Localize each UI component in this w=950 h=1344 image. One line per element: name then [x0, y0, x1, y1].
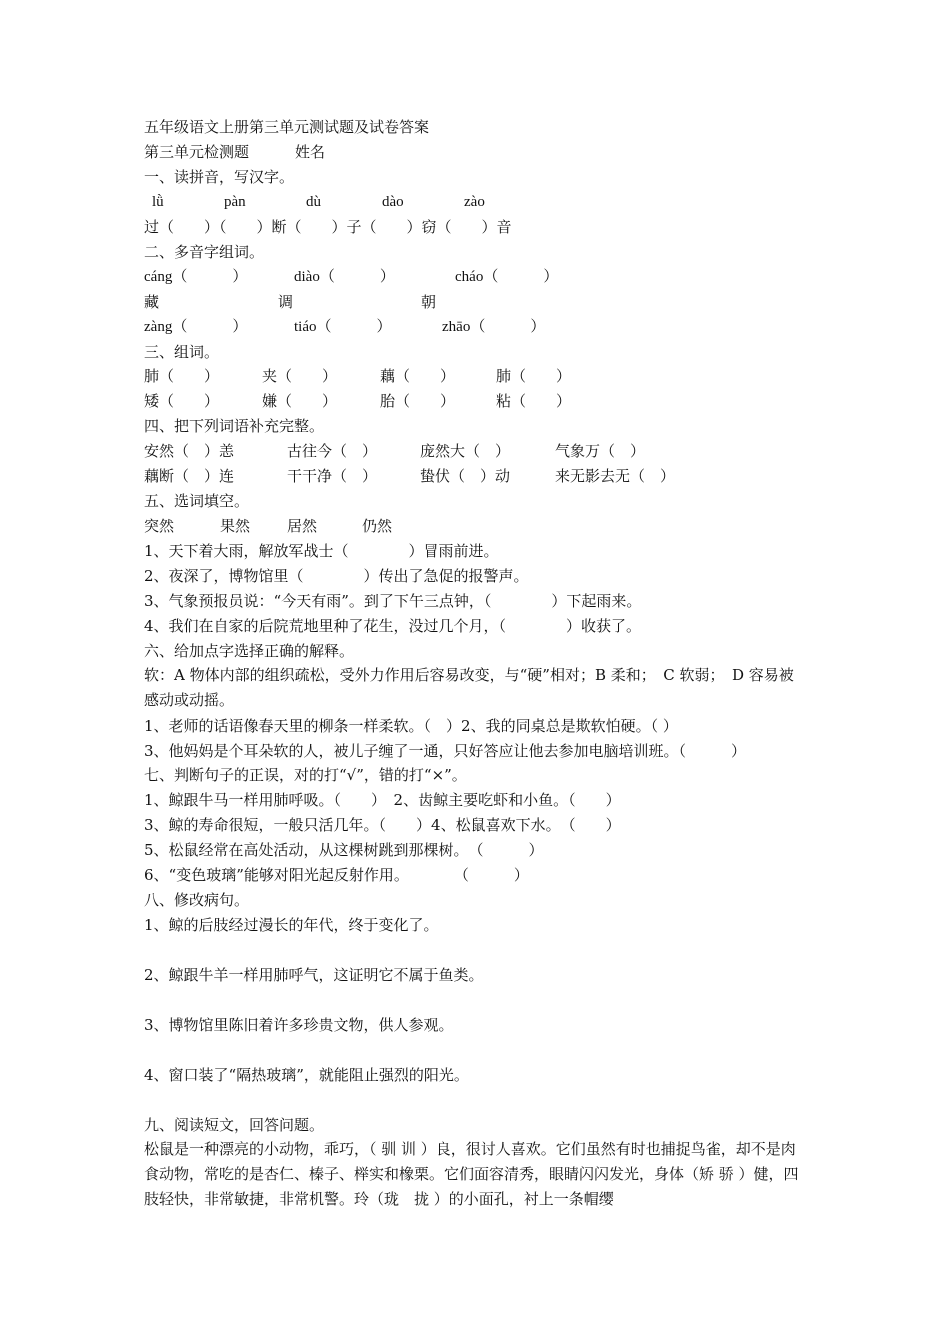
s3-r1-c2: 夹（ ）	[262, 367, 338, 385]
s3-r2-c3: 胎（ ）	[380, 392, 456, 410]
s2-r2-c3: zhāo（ ）	[442, 319, 546, 335]
s4-r1-c1: 安然（ ）恙	[144, 442, 235, 460]
s4-heading: 四、把下列词语补充完整。	[144, 417, 325, 435]
s5-item-1: 1、天下着大雨，解放军战士（ ）冒雨前进。	[144, 542, 499, 560]
pinyin-1: lǜ	[152, 194, 164, 210]
s2-char-2: 调	[278, 293, 294, 311]
pinyin-2: pàn	[224, 194, 246, 210]
s4-r1-c4: 气象万（ ）	[555, 442, 646, 460]
s4-r2-c1: 藕断（ ）连	[144, 467, 235, 485]
s9-passage: 松鼠是一种漂亮的小动物，乖巧，（ 驯 训 ）良，很讨人喜欢。它们虽然有时也捕捉鸟雀，却不是肉食动物，常吃的是杏仁、榛子、榉实和橡栗。它们面容清秀，眼睛闪闪发光，身体（矫 骄 ）健，四肢轻快，非常敏捷，非常机警。玲（珑 拢 ）的小面孔，衬上一条帽缨	[144, 1140, 799, 1208]
s3-r2-c2: 嫌（ ）	[262, 392, 338, 410]
s2-char-3: 朝	[421, 293, 437, 311]
s5-word-1: 突然	[144, 517, 175, 535]
s8-item-4: 4、窗口装了“隔热玻璃”，就能阻止强烈的阳光。	[144, 1066, 469, 1084]
s8-item-2: 2、鲸跟牛羊一样用肺呼气，这证明它不属于鱼类。	[144, 966, 484, 984]
s3-heading: 三、组词。	[144, 343, 220, 361]
doc-title: 五年级语文上册第三单元测试题及试卷答案	[144, 118, 430, 136]
s5-item-4: 4、我们在自家的后院荒地里种了花生，没过几个月，（ ）收获了。	[144, 617, 642, 635]
s2-heading: 二、多音字组词。	[144, 243, 265, 261]
s8-item-1: 1、鲸的后肢经过漫长的年代，终于变化了。	[144, 916, 439, 934]
s6-item-1: 1、老师的话语像春天里的柳条一样柔软。（ ）2、我的同桌总是欺软怕硬。（ ）	[144, 717, 678, 735]
s5-heading: 五、选词填空。	[144, 492, 250, 510]
s6-item-2: 3、他妈妈是个耳朵软的人，被儿子缠了一通，只好答应让他去参加电脑培训班。（ ）	[144, 742, 747, 760]
s1-fill-line: 过（ ）（ ）断（ ）子（ ）窃（ ）音	[144, 218, 512, 236]
s2-r1-c2: diào（ ）	[294, 269, 395, 285]
s2-r1-c3: cháo（ ）	[455, 269, 559, 285]
s6-heading: 六、给加点字选择正确的解释。	[144, 642, 355, 660]
s7-item-4: 6、“变色玻璃”能够对阳光起反射作用。 （ ）	[144, 866, 529, 884]
s9-heading: 九、阅读短文，回答问题。	[144, 1116, 325, 1134]
s5-item-2: 2、夜深了，博物馆里（ ）传出了急促的报警声。	[144, 567, 529, 585]
s3-r2-c1: 矮（ ）	[144, 392, 220, 410]
s2-r2-c1: zàng（ ）	[144, 319, 248, 335]
s6-definition: 软：A 物体内部的组织疏松，受外力作用后容易改变，与“硬”相对；B 柔和； C 软弱； D 容易被感动或动摇。	[144, 666, 794, 709]
s3-r1-c3: 藕（ ）	[380, 367, 456, 385]
s4-r1-c2: 古往今（ ）	[287, 442, 378, 460]
pinyin-4: dào	[382, 194, 404, 210]
s8-item-3: 3、博物馆里陈旧着许多珍贵文物，供人参观。	[144, 1016, 454, 1034]
s5-word-2: 果然	[220, 517, 251, 535]
s5-word-4: 仍然	[362, 517, 393, 535]
test-header-left: 第三单元检测题	[144, 143, 250, 161]
s7-heading: 七、判断句子的正误，对的打“√”，错的打“×”。	[144, 766, 467, 784]
s3-r1-c4: 肺（ ）	[496, 367, 572, 385]
s3-r2-c4: 粘（ ）	[496, 392, 572, 410]
s3-r1-c1: 肺（ ）	[144, 367, 220, 385]
s2-r1-c1: cáng（ ）	[144, 269, 248, 285]
s2-char-1: 藏	[144, 293, 160, 311]
s7-item-2: 3、鲸的寿命很短，一般只活几年。（ ）4、松鼠喜欢下水。 （ ）	[144, 816, 621, 834]
s1-heading: 一、读拼音，写汉字。	[144, 168, 295, 186]
s8-heading: 八、修改病句。	[144, 891, 250, 909]
s4-r1-c3: 庞然大（ ）	[420, 442, 511, 460]
s5-word-3: 居然	[287, 517, 318, 535]
s4-r2-c2: 干干净（ ）	[287, 467, 378, 485]
s7-item-3: 5、松鼠经常在高处活动，从这棵树跳到那棵树。 （ ）	[144, 841, 544, 859]
s4-r2-c3: 蛰伏（ ）动	[420, 467, 511, 485]
s5-item-3: 3、气象预报员说：“今天有雨”。到了下午三点钟，（ ）下起雨来。	[144, 592, 642, 610]
s4-r2-c4: 来无影去无（ ）	[555, 467, 676, 485]
pinyin-5: zào	[464, 194, 485, 210]
s7-item-1: 1、鲸跟牛马一样用肺呼吸。（ ） 2、齿鲸主要吃虾和小鱼。（ ）	[144, 791, 621, 809]
s2-r2-c2: tiáo（ ）	[294, 319, 392, 335]
pinyin-3: dù	[306, 194, 321, 210]
name-label: 姓名	[295, 143, 326, 161]
